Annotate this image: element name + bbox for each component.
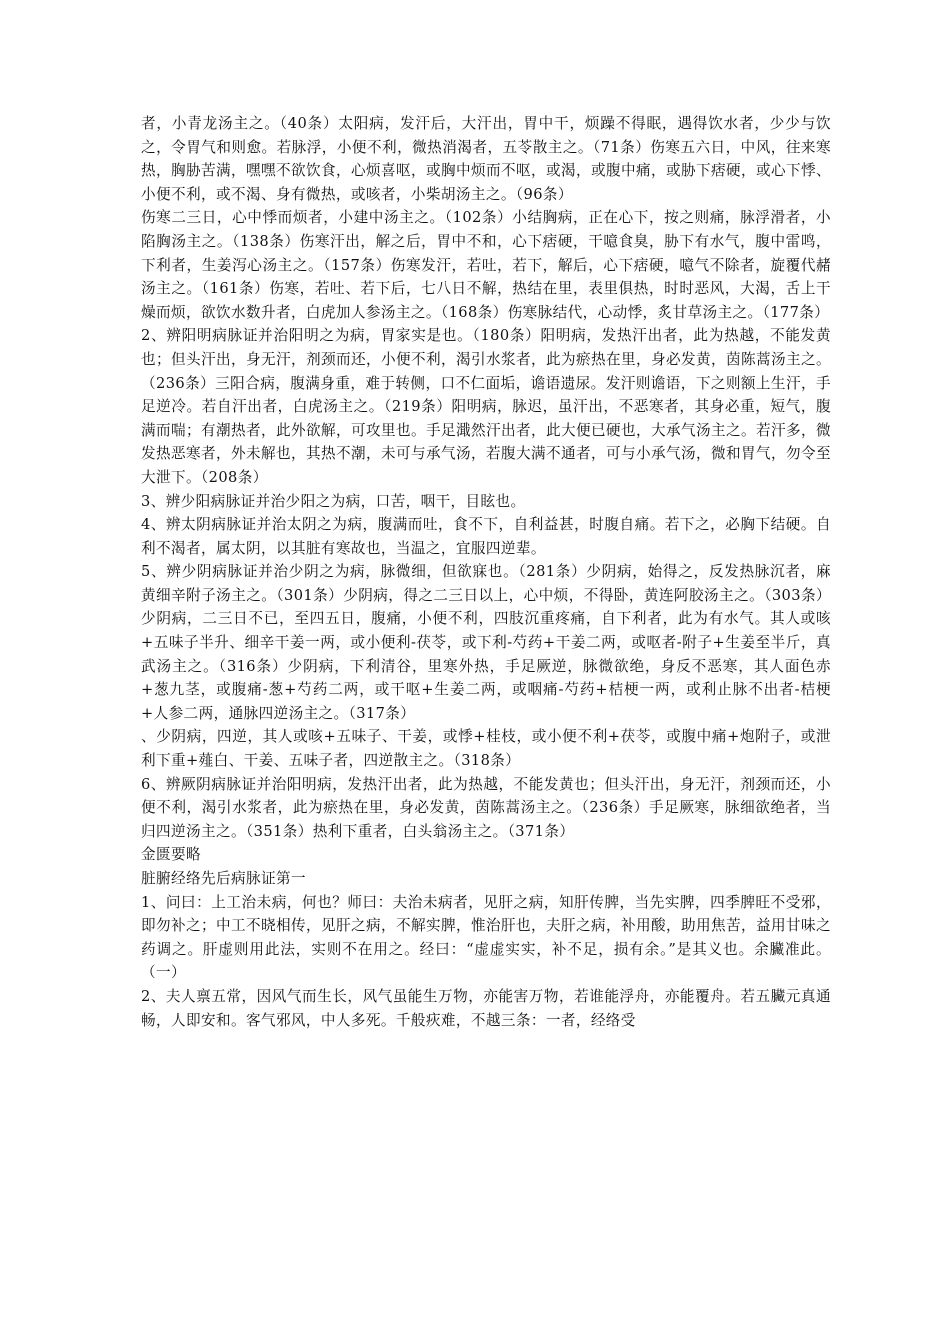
paragraph-jueyin: 6、辨厥阴病脉证并治阳明病，发热汗出者，此为热越，不能发黄也；但头汗出，身无汗，剂颈而还，小便不利，渴引水浆者，此为瘀热在里，身必发黄，茵陈蒿汤主之。（236条）手足厥寒，脉细欲绝者，当归四逆汤主之。（351条）热利下重者，白头翁汤主之。（371条） — [141, 775, 831, 840]
paragraph-taiyin: 4、辨太阴病脉证并治太阴之为病，腹满而吐，食不下，自利益甚，时腹自痛。若下之，必胸下结硬。自利不渴者，属太阴，以其脏有寒故也，当温之，宜服四逆辈。 — [141, 516, 831, 557]
paragraph-yangming: 2、辨阳明病脉证并治阳明之为病，胃家实是也。（180条）阳明病，发热汗出者，此为热越，不能发黄也；但头汗出，身无汗，剂颈而还，小便不利，渴引水浆者，此为瘀热在里，身必发黄，茵陈蒿汤主之。（236条）三阳合病，腹满身重，难于转侧，口不仁面垢，谵语遗尿。发汗则谵语，下之则额上生汗，手足逆冷。若自汗出者，白虎汤主之。（219条）阳明病，脉迟，虽汗出，不恶寒者，其身必重，短气，腹满而喘；有潮热者，此外欲解，可攻里也。手足濈然汗出者，此大便已硬也，大承气汤主之。若汗多，微发热恶寒者，外未解也，其热不潮，未可与承气汤，若腹大满不通者，可与小承气汤，微和胃气，勿令至大泄下。（208条） — [141, 327, 831, 486]
paragraph-shanghan-23: 伤寒二三日，心中悸而烦者，小建中汤主之。（102条）小结胸病，正在心下，按之则痛，脉浮滑者，小陷胸汤主之。（138条）伤寒汗出，解之后，胃中不和，心下痞硬，干噫食臭，胁下有水气，腹中雷鸣，下利者，生姜泻心汤主之。（157条）伤寒发汗，若吐，若下，解后，心下痞硬，噫气不除者，旋覆代赭汤主之。（161条）伤寒，若吐、若下后，七八日不解，热结在里，表里俱热，时时恶风，大渴，舌上干燥而烦，欲饮水数升者，白虎加人参汤主之。（168条）伤寒脉结代，心动悸，炙甘草汤主之。（177条） — [141, 209, 831, 321]
paragraph-shaoyang: 3、辨少阳病脉证并治少阳之为病，口苦，咽干，目眩也。 — [141, 492, 526, 510]
paragraph-wuchang: 2、夫人禀五常，因风气而生长，风气虽能生万物，亦能害万物，若谁能浮舟，亦能覆舟。若五臟元真通畅，人即安和。客气邪风，中人多死。千般疢难，不越三条：一者，经络受 — [141, 987, 831, 1029]
paragraph-sini-san: 、少阴病，四逆，其人或咳+五味子、干姜，或悸+桂枝，或小便不利+茯苓，或腹中痛+炮附子，或泄利下重+薤白、干姜、五味子者，四逆散主之。（318条） — [141, 728, 831, 770]
chapter-heading-zangfu: 脏腑经络先后病脉证第一 — [141, 870, 306, 887]
paragraph-xiaoqinglong: 者，小青龙汤主之。（40条）太阳病，发汗后，大汗出，胃中干，烦躁不得眠，遇得饮水者，少少与饮之，令胃气和则愈。若脉浮，小便不利，微热消渴者，五苓散主之。（71条）伤寒五六日，中风，往来寒热，胸胁苦满，嘿嘿不欲饮食，心烦喜呕，或胸中烦而不呕，或渴，或腹中痛，或胁下痞硬，或心下悸、小便不利，或不渴、身有微热，或咳者，小柴胡汤主之。（96条） — [141, 115, 831, 203]
document-body — [141, 112, 831, 1032]
paragraph-zhiweibing: 1、问曰：上工治未病，何也？师曰：夫治未病者，见肝之病，知肝传脾，当先实脾，四季脾旺不受邪，即勿补之；中工不晓相传，见肝之病，不解实脾，惟治肝也，夫肝之病，补用酸，助用焦苦，益用甘味之药调之。肝虚则用此法，实则不在用之。经曰：“虚虚实实，补不足，损有余。”是其义也。余臟准此。（一） — [141, 893, 831, 982]
section-heading-jingui: 金匮要略 — [141, 846, 201, 864]
paragraph-shaoyin: 5、辨少阴病脉证并治少阴之为病，脉微细，但欲寐也。（281条）少阴病，始得之，反发热脉沉者，麻黄细辛附子汤主之。（301条）少阴病，得之二三日以上，心中烦，不得卧，黄连阿胶汤主之。（303条）少阴病，二三日不已，至四五日，腹痛，小便不利，四肢沉重疼痛，自下利者，此为有水气。其人或咳+五味子半升、细辛干姜一两，或小便利-茯苓，或下利-芍药+干姜二两，或呕者-附子+生姜至半斤，真武汤主之。（316条）少阴病，下利清谷，里寒外热，手足厥逆，脉微欲绝，身反不恶寒，其人面色赤+葱九茎，或腹痛-葱+芍药二两，或干呕+生姜二两，或咽痛-芍药+桔梗一两，或利止脉不出者-桔梗+人参二两，通脉四逆汤主之。（317条） — [141, 563, 831, 722]
